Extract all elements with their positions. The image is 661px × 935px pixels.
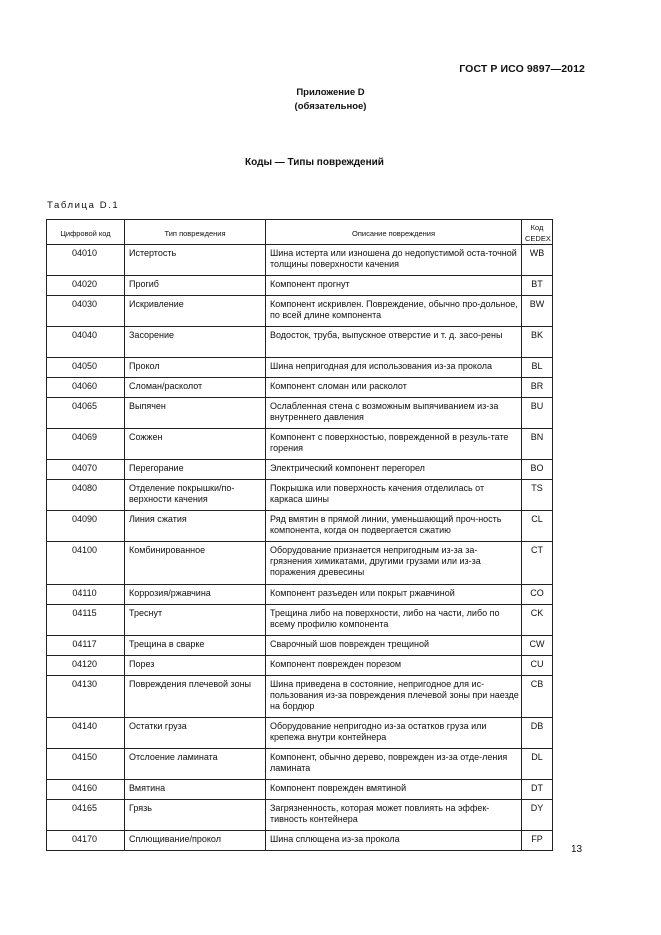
cell-description: Оборудование признается непригодным из-за за-грязнения химикатами, другими грузами или из-за поражения древесины	[266, 542, 522, 585]
cell-description: Ослабленная стена с возможным выпячиванием из-за внутреннего давления	[266, 398, 522, 429]
cell-description: Компонент искривлен. Повреждение, обычно про-дольное, по всей длине компонента	[266, 296, 522, 327]
cell-cedex: CU	[522, 656, 553, 676]
cell-type: Порез	[125, 656, 266, 676]
cell-code: 04020	[47, 276, 125, 296]
cell-description: Компонент поврежден вмятиной	[266, 780, 522, 800]
cell-type: Засорение	[125, 327, 266, 358]
cell-description: Компонент прогнут	[266, 276, 522, 296]
cell-code: 04170	[47, 831, 125, 851]
cell-description: Шина сплющена из-за прокола	[266, 831, 522, 851]
cell-cedex: DY	[522, 800, 553, 831]
cell-description: Электрический компонент перегорел	[266, 460, 522, 480]
cell-description: Ряд вмятин в прямой линии, уменьшающий проч-ность компонента, когда он подвергается сжатию	[266, 511, 522, 542]
table-row	[47, 429, 553, 460]
cell-type: Отделение покрышки/по-верхности качения	[125, 480, 266, 511]
cell-cedex: FP	[522, 831, 553, 851]
cell-type: Грязь	[125, 800, 266, 831]
cell-cedex: BR	[522, 378, 553, 398]
column-header-code: Цифровой код	[47, 220, 125, 245]
cell-code: 04165	[47, 800, 125, 831]
cell-code: 04100	[47, 542, 125, 585]
cell-code: 04090	[47, 511, 125, 542]
page-number: 13	[571, 844, 583, 855]
cell-code: 04115	[47, 605, 125, 636]
table-row	[47, 480, 553, 511]
cell-code: 04060	[47, 378, 125, 398]
cell-description: Шина приведена в состояние, непригодное для ис-пользования из-за повреждения плечевой зоны при наезде на бордюр	[266, 676, 522, 718]
cell-cedex: BT	[522, 276, 553, 296]
cell-type: Сломан/расколот	[125, 378, 266, 398]
cell-cedex: DT	[522, 780, 553, 800]
cell-type: Прогиб	[125, 276, 266, 296]
cell-type: Перегорание	[125, 460, 266, 480]
cell-cedex: CW	[522, 636, 553, 656]
cell-description: Шина истерта или изношена до недопустимой оста-точной толщины поверхности качения	[266, 245, 522, 276]
cell-type: Сплющивание/прокол	[125, 831, 266, 851]
cell-code: 04070	[47, 460, 125, 480]
annex-title: Приложение D	[296, 87, 365, 98]
cell-code: 04030	[47, 296, 125, 327]
cell-code: 04110	[47, 585, 125, 605]
cell-type: Отслоение ламината	[125, 749, 266, 780]
cell-description: Сварочный шов поврежден трещиной	[266, 636, 522, 656]
cell-cedex: CB	[522, 676, 553, 718]
damage-codes-table	[46, 219, 553, 851]
table-row	[47, 460, 553, 480]
cell-cedex: BU	[522, 398, 553, 429]
standard-code: ГОСТ Р ИСО 9897—2012	[459, 63, 585, 75]
cell-cedex: DB	[522, 718, 553, 749]
cell-cedex: DL	[522, 749, 553, 780]
cell-code: 04160	[47, 780, 125, 800]
cell-cedex: CT	[522, 542, 553, 585]
cell-cedex: BO	[522, 460, 553, 480]
table-row	[47, 296, 553, 327]
cell-code: 04140	[47, 718, 125, 749]
cell-type: Прокол	[125, 358, 266, 378]
table-row	[47, 656, 553, 676]
table-row	[47, 636, 553, 656]
cell-type: Вмятина	[125, 780, 266, 800]
cell-cedex: BN	[522, 429, 553, 460]
table-row	[47, 718, 553, 749]
cell-type: Комбинированное	[125, 542, 266, 585]
cell-cedex: CL	[522, 511, 553, 542]
cell-type: Коррозия/ржавчина	[125, 585, 266, 605]
cell-type: Трещина в сварке	[125, 636, 266, 656]
cell-code: 04010	[47, 245, 125, 276]
table-row	[47, 605, 553, 636]
table-row	[47, 749, 553, 780]
cell-code: 04080	[47, 480, 125, 511]
cell-description: Компонент сломан или расколот	[266, 378, 522, 398]
table-row	[47, 398, 553, 429]
table-row	[47, 511, 553, 542]
cell-type: Искривление	[125, 296, 266, 327]
cell-description: Шина непригодная для использования из-за прокола	[266, 358, 522, 378]
table-row	[47, 358, 553, 378]
cell-code: 04150	[47, 749, 125, 780]
cell-code: 04117	[47, 636, 125, 656]
cell-cedex: CO	[522, 585, 553, 605]
table-row	[47, 676, 553, 718]
cell-cedex: BK	[522, 327, 553, 358]
annex-status: (обязательное)	[294, 101, 367, 112]
cell-cedex: TS	[522, 480, 553, 511]
cell-cedex: CK	[522, 605, 553, 636]
cell-type: Выпячен	[125, 398, 266, 429]
cell-description: Компонент поврежден порезом	[266, 656, 522, 676]
cell-code: 04130	[47, 676, 125, 718]
cell-code: 04050	[47, 358, 125, 378]
table-row	[47, 327, 553, 358]
cell-code: 04040	[47, 327, 125, 358]
table-row	[47, 542, 553, 585]
cell-code: 04120	[47, 656, 125, 676]
cell-description: Трещина либо на поверхности, либо на части, либо по всему профилю компонента	[266, 605, 522, 636]
cell-cedex: WB	[522, 245, 553, 276]
cell-type: Истертость	[125, 245, 266, 276]
cell-type: Повреждения плечевой зоны	[125, 676, 266, 718]
cell-description: Водосток, труба, выпускное отверстие и т. д. засо-рены	[266, 327, 522, 358]
column-header-description: Описание повреждения	[266, 220, 522, 245]
table-row	[47, 378, 553, 398]
table-row	[47, 780, 553, 800]
cell-cedex: BL	[522, 358, 553, 378]
table-header-row	[47, 220, 553, 245]
cell-description: Компонент разъеден или покрыт ржавчиной	[266, 585, 522, 605]
cell-description: Оборудование непригодно из-за остатков груза или крепежа внутри контейнера	[266, 718, 522, 749]
cell-description: Загрязненность, которая может повлиять на эффек-тивность контейнера	[266, 800, 522, 831]
table-row	[47, 585, 553, 605]
table-row	[47, 276, 553, 296]
cell-cedex: BW	[522, 296, 553, 327]
section-title: Коды — Типы повреждений	[245, 157, 384, 168]
table-row	[47, 831, 553, 851]
cell-code: 04069	[47, 429, 125, 460]
column-header-type: Тип повреждения	[125, 220, 266, 245]
cell-code: 04065	[47, 398, 125, 429]
table-row	[47, 245, 553, 276]
cell-type: Остатки груза	[125, 718, 266, 749]
column-header-cedex: Код CEDEX	[522, 220, 553, 245]
table-row	[47, 800, 553, 831]
cell-type: Треснут	[125, 605, 266, 636]
cell-description: Компонент, обычно дерево, поврежден из-за отде-ления ламината	[266, 749, 522, 780]
cell-description: Покрышка или поверхность качения отделилась от каркаса шины	[266, 480, 522, 511]
table-label: Таблица D.1	[47, 200, 120, 211]
cell-description: Компонент с поверхностью, поврежденной в резуль-тате горения	[266, 429, 522, 460]
cell-type: Сожжен	[125, 429, 266, 460]
cell-type: Линия сжатия	[125, 511, 266, 542]
